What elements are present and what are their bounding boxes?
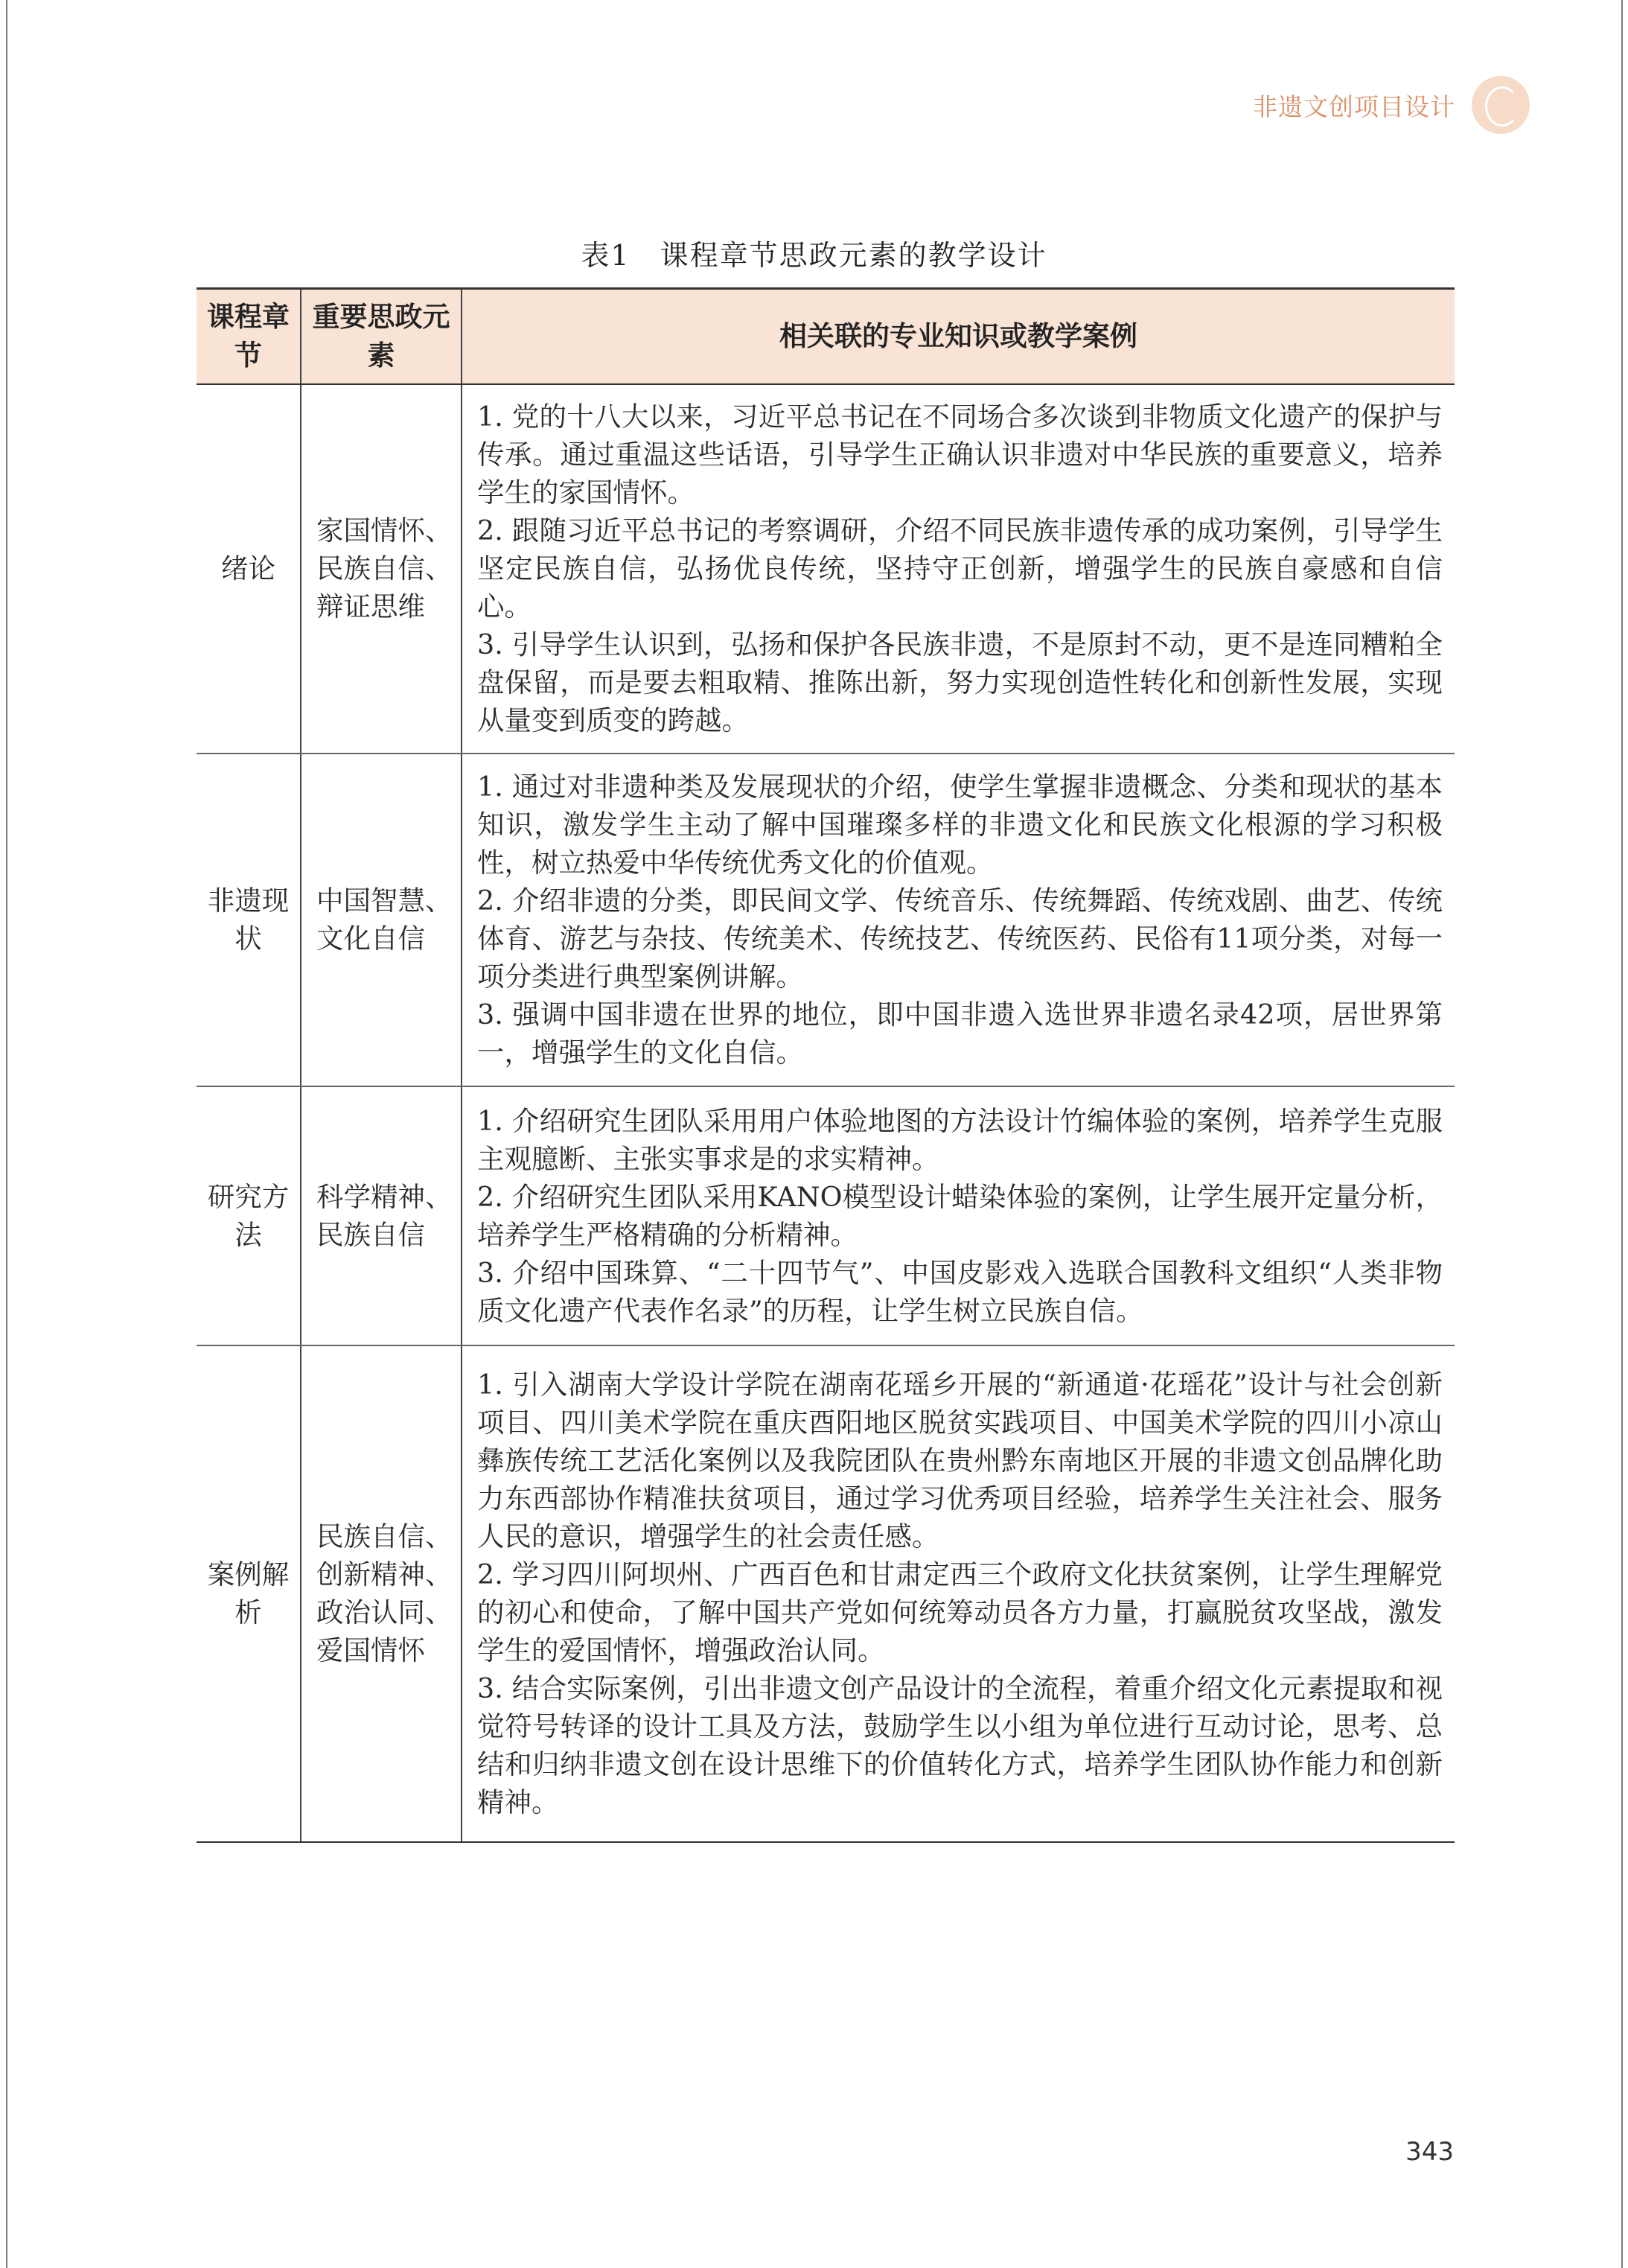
heritage-swirl-icon <box>1472 76 1530 134</box>
table-row <box>197 384 1455 754</box>
column-header-elements: 重要思政元素 <box>301 289 462 384</box>
content-cell <box>462 754 1455 1086</box>
table-row <box>197 754 1455 1086</box>
teaching-design-table <box>197 287 1455 1843</box>
content-item: 1. 引入湖南大学设计学院在湖南花瑶乡开展的“新通道·花瑶花”设计与社会创新项目、四川美术学院在重庆酉阳地区脱贫实践项目、中国美术学院的四川小凉山彝族传统工艺活化案例以及我院团队在贵州黔东南地区开展的非遗文创品牌化助力东西部协作精准扶贫项目，通过学习优秀项目经验，培养学生关注社会、服务人民的意识，增强学生的社会责任感。 <box>477 1369 1443 1552</box>
column-header-chapter: 课程章节 <box>197 289 301 384</box>
content-item: 3. 引导学生认识到，弘扬和保护各民族非遗，不是原封不动，更不是连同糟粕全盘保留，而是要去粗取精、推陈出新，努力实现创造性转化和创新性发展，实现从量变到质变的跨越。 <box>477 628 1443 736</box>
content-item: 2. 介绍研究生团队采用KANO模型设计蜡染体验的案例，让学生展开定量分析，培养学生严格精确的分析精神。 <box>477 1180 1443 1251</box>
content-item: 1. 通过对非遗种类及发展现状的介绍，使学生掌握非遗概念、分类和现状的基本知识，激发学生主动了解中国璀璨多样的非遗文化和民族文化根源的学习积极性，树立热爱中华传统优秀文化的价值观。 <box>477 771 1443 879</box>
content-cell <box>462 384 1455 754</box>
chapter-cell: 案例解析 <box>197 1345 301 1842</box>
content-item: 2. 学习四川阿坝州、广西百色和甘肃定西三个政府文化扶贫案例，让学生理解党的初心和使命，了解中国共产党如何统筹动员各方力量，打赢脱贫攻坚战，激发学生的爱国情怀，增强政治认同。 <box>477 1558 1443 1666</box>
content-item: 1. 介绍研究生团队采用用户体验地图的方法设计竹编体验的案例，培养学生克服主观臆断、主张实事求是的求实精神。 <box>477 1104 1443 1175</box>
chapter-cell: 研究方法 <box>197 1086 301 1345</box>
chapter-cell: 绪论 <box>197 384 301 754</box>
table-row <box>197 1086 1455 1345</box>
content-item: 3. 强调中国非遗在世界的地位，即中国非遗入选世界非遗名录42项，居世界第一，增强学生的文化自信。 <box>477 998 1443 1068</box>
content-item: 2. 跟随习近平总书记的考察调研，介绍不同民族非遗传承的成功案例，引导学生坚定民族自信，弘扬优良传统，坚持守正创新，增强学生的民族自豪感和自信心。 <box>477 515 1443 622</box>
running-header-title: 非遗文创项目设计 <box>1253 92 1455 121</box>
elements-cell: 中国智慧、文化自信 <box>301 754 462 1086</box>
table-header-row <box>197 289 1455 384</box>
content-cell <box>462 1345 1455 1842</box>
elements-cell: 家国情怀、民族自信、辩证思维 <box>301 384 462 754</box>
content-item: 3. 介绍中国珠算、“二十四节气”、中国皮影戏入选联合国教科文组织“人类非物质文化遗产代表作名录”的历程，让学生树立民族自信。 <box>477 1256 1443 1327</box>
column-header-content: 相关联的专业知识或教学案例 <box>462 289 1455 384</box>
content-item: 1. 党的十八大以来，习近平总书记在不同场合多次谈到非物质文化遗产的保护与传承。通过重温这些话语，引导学生正确认识非遗对中华民族的重要意义，培养学生的家国情怀。 <box>477 401 1443 509</box>
elements-cell: 民族自信、创新精神、政治认同、爱国情怀 <box>301 1345 462 1842</box>
table-row <box>197 1345 1455 1842</box>
content-cell <box>462 1086 1455 1345</box>
content-item: 2. 介绍非遗的分类，即民间文学、传统音乐、传统舞蹈、传统戏剧、曲艺、传统体育、游艺与杂技、传统美术、传统技艺、传统医药、民俗有11项分类，对每一项分类进行典型案例讲解。 <box>477 885 1443 993</box>
table-caption: 表1 课程章节思政元素的教学设计 <box>581 239 1047 272</box>
elements-cell: 科学精神、民族自信 <box>301 1086 462 1345</box>
content-item: 3. 结合实际案例，引出非遗文创产品设计的全流程，着重介绍文化元素提取和视觉符号转译的设计工具及方法，鼓励学生以小组为单位进行互动讨论，思考、总结和归纳非遗文创在设计思维下的价值转化方式，培养学生团队协作能力和创新精神。 <box>477 1672 1443 1818</box>
page-number: 343 <box>1405 2137 1454 2167</box>
chapter-cell: 非遗现状 <box>197 754 301 1086</box>
